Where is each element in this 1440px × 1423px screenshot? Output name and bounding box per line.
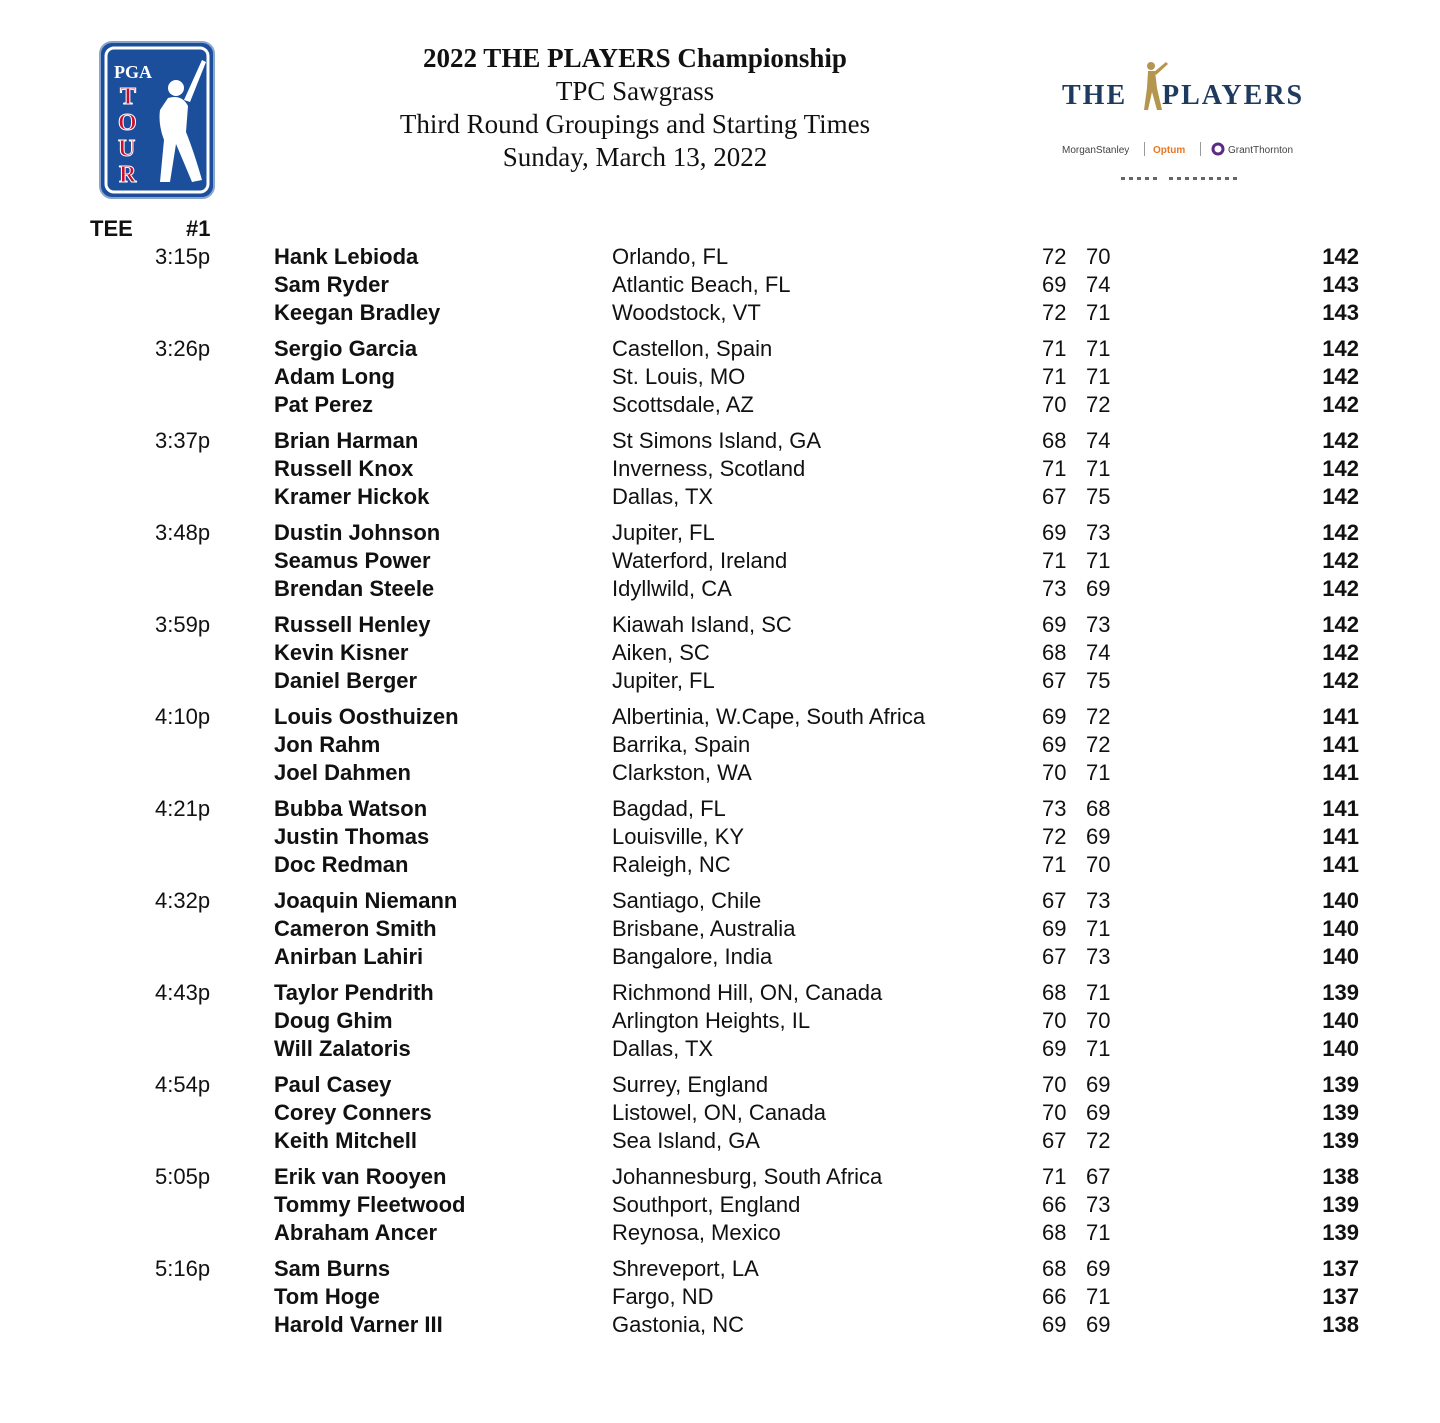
round2-score: 70 <box>1086 1008 1111 1033</box>
player-hometown: St. Louis, MO <box>612 364 746 389</box>
round1-score: 73 <box>1042 796 1067 821</box>
player-hometown: Southport, England <box>612 1192 801 1217</box>
round2-score: 71 <box>1086 916 1111 941</box>
round1-score: 69 <box>1042 1036 1067 1061</box>
player-hometown: Jupiter, FL <box>612 668 715 693</box>
player-row <box>0 243 1440 271</box>
player-name: Kevin Kisner <box>274 640 409 665</box>
round2-score: 71 <box>1086 760 1111 785</box>
player-row <box>0 759 1440 787</box>
round2-score: 71 <box>1086 364 1111 389</box>
player-row <box>0 1311 1440 1339</box>
round1-score: 72 <box>1042 300 1067 325</box>
player-row <box>0 1163 1440 1191</box>
player-name: Louis Oosthuizen <box>274 704 459 729</box>
total-score: 139 <box>1322 1128 1359 1153</box>
round2-score: 74 <box>1086 272 1111 297</box>
player-row <box>0 887 1440 915</box>
player-hometown: Clarkston, WA <box>612 760 752 785</box>
total-score: 141 <box>1322 852 1359 877</box>
tournament-title: 2022 THE PLAYERS Championship <box>423 43 847 73</box>
round1-score: 71 <box>1042 336 1067 361</box>
player-hometown: Scottsdale, AZ <box>612 392 754 417</box>
total-score: 137 <box>1322 1284 1359 1309</box>
player-name: Keith Mitchell <box>274 1128 418 1153</box>
round-description: Third Round Groupings and Starting Times <box>399 109 871 139</box>
player-hometown: Gastonia, NC <box>612 1312 745 1337</box>
tee-group <box>0 427 1440 519</box>
groupings-table <box>0 243 1440 1347</box>
logo-players: PLAYERS <box>1162 80 1305 111</box>
player-hometown: Idyllwild, CA <box>612 576 732 601</box>
tee-group <box>0 611 1440 703</box>
tee-group <box>0 1163 1440 1255</box>
player-row <box>0 1283 1440 1311</box>
pga-text: PGA <box>114 62 152 82</box>
tee-time: 4:10p <box>155 704 211 729</box>
round1-score: 69 <box>1042 272 1067 297</box>
player-name: Erik van Rooyen <box>274 1164 447 1189</box>
total-score: 139 <box>1322 1220 1359 1245</box>
player-name: Hank Lebioda <box>274 244 419 269</box>
round1-score: 67 <box>1042 1128 1067 1153</box>
player-name: Brian Harman <box>274 428 419 453</box>
sponsor-grant-thornton: GrantThornton <box>1228 145 1294 156</box>
total-score: 139 <box>1322 1192 1359 1217</box>
player-hometown: Dallas, TX <box>612 1036 714 1061</box>
player-row <box>0 823 1440 851</box>
player-hometown: Albertinia, W.Cape, South Africa <box>612 704 926 729</box>
round2-score: 72 <box>1086 704 1111 729</box>
round2-score: 69 <box>1086 1100 1111 1125</box>
round1-score: 67 <box>1042 888 1067 913</box>
player-hometown: Castellon, Spain <box>612 336 773 361</box>
round1-score: 70 <box>1042 760 1067 785</box>
round2-score: 71 <box>1086 1284 1111 1309</box>
total-score: 141 <box>1322 732 1359 757</box>
player-name: Cameron Smith <box>274 916 437 941</box>
round1-score: 69 <box>1042 916 1067 941</box>
round2-score: 71 <box>1086 1036 1111 1061</box>
total-score: 142 <box>1322 576 1359 601</box>
player-hometown: Listowel, ON, Canada <box>612 1100 826 1125</box>
total-score: 137 <box>1322 1256 1359 1281</box>
round2-score: 68 <box>1086 796 1111 821</box>
total-score: 142 <box>1322 428 1359 453</box>
round2-score: 71 <box>1086 548 1111 573</box>
round1-score: 73 <box>1042 576 1067 601</box>
player-name: Taylor Pendrith <box>274 980 434 1005</box>
total-score: 143 <box>1322 272 1359 297</box>
player-row <box>0 979 1440 1007</box>
player-name: Bubba Watson <box>274 796 428 821</box>
sponsor-morgan-stanley: MorganStanley <box>1062 145 1130 156</box>
round2-score: 73 <box>1086 612 1111 637</box>
total-score: 143 <box>1322 300 1359 325</box>
tee-time: 3:37p <box>155 428 211 453</box>
round2-score: 71 <box>1086 300 1111 325</box>
player-name: Keegan Bradley <box>274 300 441 325</box>
round2-score: 74 <box>1086 428 1111 453</box>
player-name: Harold Varner III <box>274 1312 443 1337</box>
round2-score: 71 <box>1086 456 1111 481</box>
player-row <box>0 1127 1440 1155</box>
tee-time: 4:21p <box>155 796 211 821</box>
round2-score: 69 <box>1086 1312 1111 1337</box>
player-name: Jon Rahm <box>274 732 381 757</box>
round2-score: 69 <box>1086 1256 1111 1281</box>
tee-number: #1 <box>186 216 211 241</box>
total-score: 142 <box>1322 520 1359 545</box>
player-row <box>0 1007 1440 1035</box>
round1-score: 71 <box>1042 364 1067 389</box>
round2-score: 74 <box>1086 640 1111 665</box>
round1-score: 70 <box>1042 1100 1067 1125</box>
total-score: 141 <box>1322 824 1359 849</box>
player-row <box>0 575 1440 603</box>
svg-text:U: U <box>118 136 136 162</box>
player-hometown: Johannesburg, South Africa <box>612 1164 883 1189</box>
total-score: 142 <box>1322 612 1359 637</box>
tee-time: 3:15p <box>155 244 211 269</box>
tee-group <box>0 887 1440 979</box>
player-row <box>0 483 1440 511</box>
player-row <box>0 1035 1440 1063</box>
total-score: 141 <box>1322 704 1359 729</box>
player-name: Seamus Power <box>274 548 431 573</box>
tee-time: 3:59p <box>155 612 211 637</box>
tour-letters <box>118 84 137 188</box>
player-name: Kramer Hickok <box>274 484 430 509</box>
player-row <box>0 363 1440 391</box>
player-row <box>0 1255 1440 1283</box>
player-row <box>0 391 1440 419</box>
player-row <box>0 427 1440 455</box>
player-row <box>0 703 1440 731</box>
player-hometown: Barrika, Spain <box>612 732 751 757</box>
total-score: 142 <box>1322 548 1359 573</box>
total-score: 142 <box>1322 392 1359 417</box>
player-hometown: Santiago, Chile <box>612 888 762 913</box>
total-score: 140 <box>1322 944 1359 969</box>
round1-score: 72 <box>1042 244 1067 269</box>
player-hometown: Inverness, Scotland <box>612 456 806 481</box>
player-hometown: Fargo, ND <box>612 1284 714 1309</box>
player-row <box>0 731 1440 759</box>
round2-score: 73 <box>1086 1192 1111 1217</box>
tee-group <box>0 979 1440 1071</box>
round2-score: 69 <box>1086 824 1111 849</box>
player-row <box>0 851 1440 879</box>
player-row <box>0 455 1440 483</box>
total-score: 142 <box>1322 364 1359 389</box>
svg-text:O: O <box>118 110 137 136</box>
tee-group <box>0 1071 1440 1163</box>
round2-score: 72 <box>1086 1128 1111 1153</box>
player-hometown: St Simons Island, GA <box>612 428 822 453</box>
player-hometown: Atlantic Beach, FL <box>612 272 791 297</box>
total-score: 140 <box>1322 1036 1359 1061</box>
player-row <box>0 547 1440 575</box>
player-hometown: Woodstock, VT <box>612 300 761 325</box>
svg-text:T: T <box>120 84 137 110</box>
round2-score: 73 <box>1086 888 1111 913</box>
round2-score: 75 <box>1086 484 1111 509</box>
player-row <box>0 335 1440 363</box>
total-score: 142 <box>1322 484 1359 509</box>
player-hometown: Bangalore, India <box>612 944 773 969</box>
total-score: 140 <box>1322 1008 1359 1033</box>
round1-score: 67 <box>1042 484 1067 509</box>
round1-score: 67 <box>1042 668 1067 693</box>
total-score: 141 <box>1322 796 1359 821</box>
player-name: Anirban Lahiri <box>274 944 424 969</box>
player-name: Abraham Ancer <box>274 1220 438 1245</box>
player-name: Corey Conners <box>274 1100 432 1125</box>
round1-score: 69 <box>1042 704 1067 729</box>
player-name: Sergio Garcia <box>274 336 418 361</box>
total-score: 138 <box>1322 1312 1359 1337</box>
pga-tour-logo <box>98 40 216 200</box>
player-name: Sam Ryder <box>274 272 389 297</box>
player-name: Will Zalatoris <box>274 1036 411 1061</box>
round2-score: 73 <box>1086 520 1111 545</box>
round1-score: 70 <box>1042 1008 1067 1033</box>
sponsor-optum: Optum <box>1153 145 1186 156</box>
grant-thornton-mark-icon <box>1213 144 1223 154</box>
player-hometown: Sea Island, GA <box>612 1128 760 1153</box>
player-name: Tommy Fleetwood <box>274 1192 466 1217</box>
round1-score: 67 <box>1042 944 1067 969</box>
player-name: Daniel Berger <box>274 668 418 693</box>
player-name: Doc Redman <box>274 852 409 877</box>
player-name: Paul Casey <box>274 1072 392 1097</box>
round1-score: 68 <box>1042 1220 1067 1245</box>
round1-score: 70 <box>1042 1072 1067 1097</box>
player-row <box>0 1071 1440 1099</box>
partner-dots <box>1121 177 1237 180</box>
tee-time: 4:32p <box>155 888 211 913</box>
player-row <box>0 915 1440 943</box>
round1-score: 69 <box>1042 1312 1067 1337</box>
player-hometown: Waterford, Ireland <box>612 548 788 573</box>
player-name: Tom Hoge <box>274 1284 380 1309</box>
player-row <box>0 795 1440 823</box>
round1-score: 71 <box>1042 548 1067 573</box>
title-block <box>335 42 935 174</box>
player-hometown: Louisville, KY <box>612 824 745 849</box>
player-row <box>0 299 1440 327</box>
round1-score: 69 <box>1042 612 1067 637</box>
player-row <box>0 943 1440 971</box>
round1-score: 68 <box>1042 428 1067 453</box>
player-hometown: Aiken, SC <box>612 640 710 665</box>
player-name: Russell Knox <box>274 456 414 481</box>
player-name: Russell Henley <box>274 612 431 637</box>
tee-time: 5:05p <box>155 1164 211 1189</box>
player-hometown: Bagdad, FL <box>612 796 726 821</box>
total-score: 140 <box>1322 916 1359 941</box>
round2-score: 71 <box>1086 336 1111 361</box>
player-row <box>0 639 1440 667</box>
player-hometown: Raleigh, NC <box>612 852 731 877</box>
total-score: 142 <box>1322 456 1359 481</box>
total-score: 142 <box>1322 336 1359 361</box>
round2-score: 71 <box>1086 980 1111 1005</box>
player-hometown: Reynosa, Mexico <box>612 1220 781 1245</box>
tee-time: 3:26p <box>155 336 211 361</box>
player-row <box>0 271 1440 299</box>
round1-score: 68 <box>1042 640 1067 665</box>
tee-group <box>0 335 1440 427</box>
tee-group <box>0 243 1440 335</box>
player-name: Pat Perez <box>274 392 374 417</box>
total-score: 139 <box>1322 980 1359 1005</box>
player-row <box>0 519 1440 547</box>
player-name: Joel Dahmen <box>274 760 411 785</box>
course-name: TPC Sawgrass <box>555 76 715 106</box>
player-hometown: Brisbane, Australia <box>612 916 796 941</box>
player-name: Dustin Johnson <box>274 520 441 545</box>
player-name: Brendan Steele <box>274 576 435 601</box>
round1-score: 69 <box>1042 732 1067 757</box>
round1-score: 70 <box>1042 392 1067 417</box>
round2-score: 71 <box>1086 1220 1111 1245</box>
round2-score: 73 <box>1086 944 1111 969</box>
total-score: 138 <box>1322 1164 1359 1189</box>
total-score: 142 <box>1322 244 1359 269</box>
round1-score: 72 <box>1042 824 1067 849</box>
tee-time: 4:54p <box>155 1072 211 1097</box>
player-hometown: Arlington Heights, IL <box>612 1008 811 1033</box>
round2-score: 72 <box>1086 392 1111 417</box>
document-header <box>0 0 1440 215</box>
round2-score: 69 <box>1086 1072 1111 1097</box>
event-date: Sunday, March 13, 2022 <box>502 142 768 172</box>
tee-time: 4:43p <box>155 980 211 1005</box>
player-hometown: Surrey, England <box>612 1072 769 1097</box>
tee-time: 3:48p <box>155 520 211 545</box>
player-row <box>0 667 1440 695</box>
player-row <box>0 1219 1440 1247</box>
total-score: 139 <box>1322 1100 1359 1125</box>
round1-score: 68 <box>1042 980 1067 1005</box>
tee-group <box>0 1255 1440 1347</box>
round2-score: 75 <box>1086 668 1111 693</box>
player-hometown: Orlando, FL <box>612 244 729 269</box>
player-name: Joaquin Niemann <box>274 888 458 913</box>
svg-text:R: R <box>119 162 137 188</box>
round1-score: 66 <box>1042 1192 1067 1217</box>
player-name: Justin Thomas <box>274 824 430 849</box>
player-name: Doug Ghim <box>274 1008 393 1033</box>
total-score: 142 <box>1322 640 1359 665</box>
round2-score: 70 <box>1086 244 1111 269</box>
total-score: 141 <box>1322 760 1359 785</box>
tee-group <box>0 703 1440 795</box>
round1-score: 71 <box>1042 852 1067 877</box>
round2-score: 72 <box>1086 732 1111 757</box>
round2-score: 67 <box>1086 1164 1111 1189</box>
player-name: Adam Long <box>274 364 395 389</box>
total-score: 142 <box>1322 668 1359 693</box>
tee-label: TEE <box>90 216 133 241</box>
round2-score: 70 <box>1086 852 1111 877</box>
player-name: Sam Burns <box>274 1256 391 1281</box>
tee-group <box>0 795 1440 887</box>
round1-score: 71 <box>1042 456 1067 481</box>
player-hometown: Shreveport, LA <box>612 1256 759 1281</box>
player-hometown: Dallas, TX <box>612 484 714 509</box>
tee-group <box>0 519 1440 611</box>
round1-score: 68 <box>1042 1256 1067 1281</box>
round1-score: 66 <box>1042 1284 1067 1309</box>
round1-score: 69 <box>1042 520 1067 545</box>
player-hometown: Richmond Hill, ON, Canada <box>612 980 883 1005</box>
total-score: 139 <box>1322 1072 1359 1097</box>
player-row <box>0 1099 1440 1127</box>
tee-time: 5:16p <box>155 1256 211 1281</box>
total-score: 140 <box>1322 888 1359 913</box>
player-hometown: Jupiter, FL <box>612 520 715 545</box>
player-row <box>0 1191 1440 1219</box>
logo-the: THE <box>1062 80 1128 111</box>
round2-score: 69 <box>1086 576 1111 601</box>
round1-score: 71 <box>1042 1164 1067 1189</box>
the-players-logo <box>1058 58 1308 188</box>
player-hometown: Kiawah Island, SC <box>612 612 792 637</box>
player-row <box>0 611 1440 639</box>
